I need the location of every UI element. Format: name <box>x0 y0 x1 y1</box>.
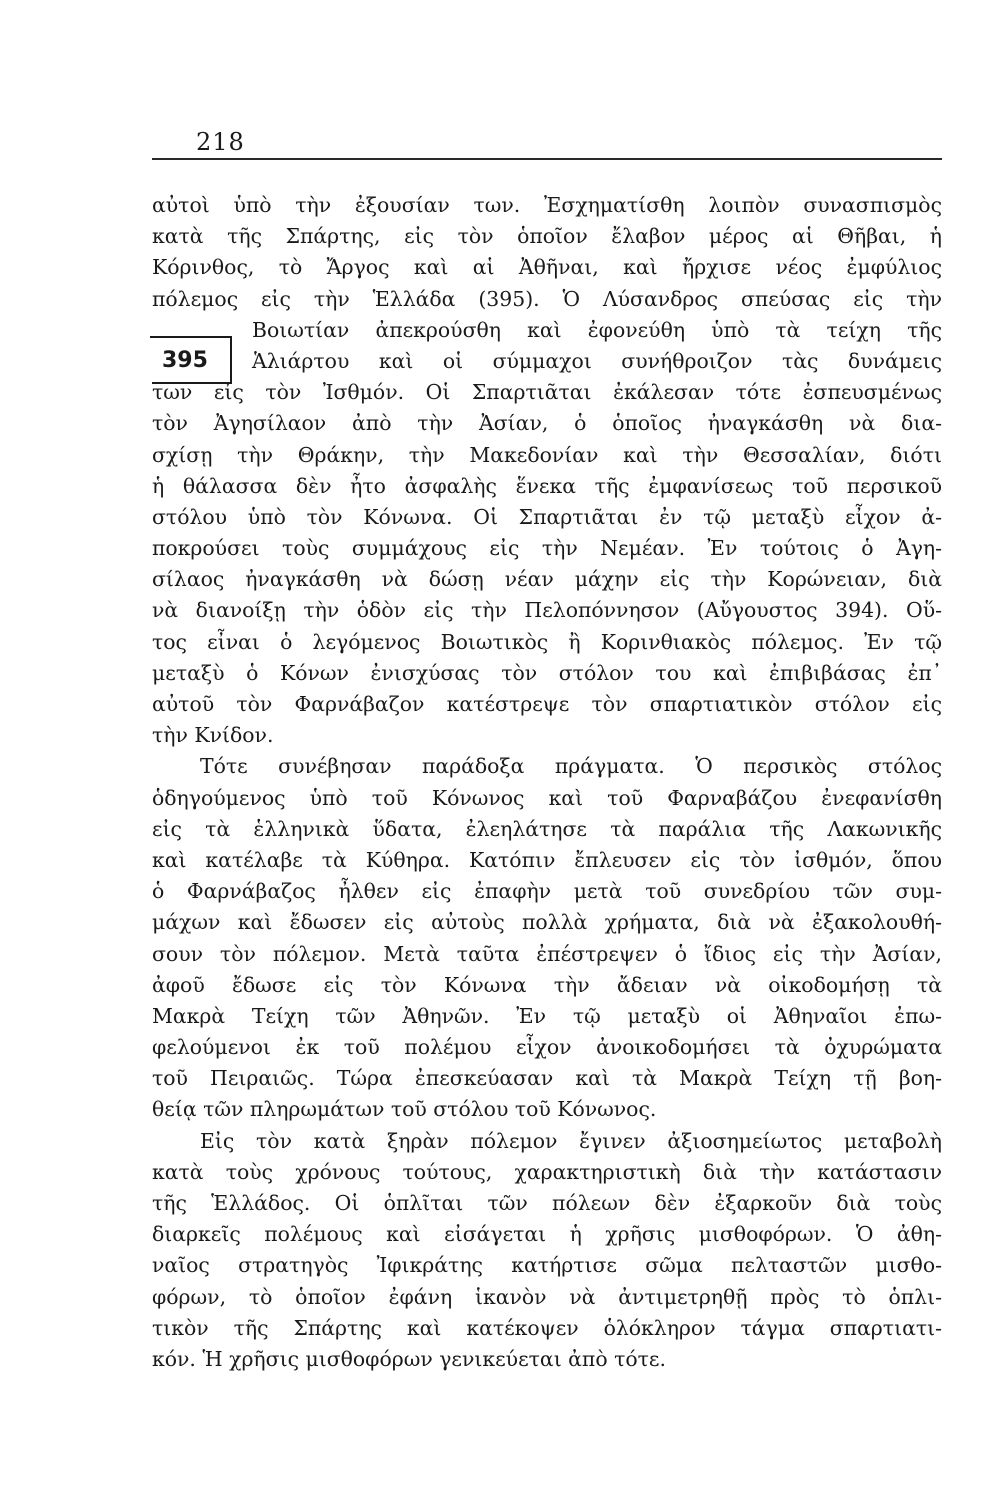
text-line: ὁ Φαρνάβαζος ἦλθεν εἰς ἐπαφὴν μετὰ τοῦ συνεδρίου τῶν συμ- <box>152 879 942 904</box>
page-number: 218 <box>196 128 245 156</box>
text-line: φελούμενοι ἐκ τοῦ πολέμου εἶχον ἀνοικοδομήσει τὰ ὀχυρώματα <box>152 1035 942 1060</box>
text-line: τῆς Ἑλλάδος. Οἱ ὁπλῖται τῶν πόλεων δὲν ἐξαρκοῦν διὰ τοὺς <box>152 1191 942 1215</box>
marginal-year-number: 395 <box>162 348 208 373</box>
text-line: σίλαος ἠναγκάσθη νὰ δώσῃ νέαν μάχην εἰς τὴν Κορώνειαν, διὰ <box>152 567 942 592</box>
text-line: νὰ διανοίξῃ τὴν ὁδὸν εἰς τὴν Πελοπόννησον (Αὔγουστος 394). Οὕ- <box>152 598 942 623</box>
text-line: εἰς τὰ ἑλληνικὰ ὕδατα, ἐλεηλάτησε τὰ παράλια τῆς Λακωνικῆς <box>152 816 942 841</box>
text-line: αὐτοὶ ὑπὸ τὴν ἐξουσίαν των. Ἐσχηματίσθη λοιπὸν συνασπισμὸς <box>152 193 942 217</box>
text-line: θείᾳ τῶν πληρωμάτων τοῦ στόλου τοῦ Κόνωνος. <box>152 1097 657 1122</box>
header-rule <box>152 158 942 160</box>
text-line: ἀφοῦ ἔδωσε εἰς τὸν Κόνωνα τὴν ἄδειαν νὰ οἰκοδομήσῃ τὰ <box>152 972 942 997</box>
text-line: πόλεμος εἰς τὴν Ἑλλάδα (395). Ὁ Λύσανδρος σπεύσας εἰς τὴν <box>152 286 942 311</box>
text-line: ἡ θάλασσα δὲν ἦτο ἀσφαλὴς ἕνεκα τῆς ἐμφανίσεως τοῦ περσικοῦ <box>152 473 942 498</box>
text-line: Τότε συνέβησαν παράδοξα πράγματα. Ὁ περσικὸς στόλος <box>200 754 942 779</box>
text-line: σουν τὸν πόλεμον. Μετὰ ταῦτα ἐπέστρεψεν ὁ ἴδιος εἰς τὴν Ἀσίαν, <box>152 941 942 966</box>
text-line: κατὰ τοὺς χρόνους τούτους, χαρακτηριστικὴ διὰ τὴν κατάστασιν <box>152 1159 942 1184</box>
text-line: των εἰς τὸν Ἰσθμόν. Οἱ Σπαρτιᾶται ἐκάλεσαν τότε ἐσπευσμένως <box>152 380 942 405</box>
text-line: τος εἶναι ὁ λεγόμενος Βοιωτικὸς ἢ Κορινθιακὸς πόλεμος. Ἐν τῷ <box>152 629 942 654</box>
text-line: φόρων, τὸ ὁποῖον ἐφάνη ἱκανὸν νὰ ἀντιμετρηθῇ πρὸς τὸ ὁπλι- <box>152 1284 942 1309</box>
text-line: μεταξὺ ὁ Κόνων ἐνισχύσας τὸν στόλον του καὶ ἐπιβιβάσας ἐπ᾽ <box>152 660 942 685</box>
body-text <box>152 190 942 1375</box>
text-line: Εἰς τὸν κατὰ ξηρὰν πόλεμον ἔγινεν ἀξιοσημείωτος μεταβολὴ <box>200 1128 942 1153</box>
text-line: κόν. Ἡ χρῆσις μισθοφόρων γενικεύεται ἀπὸ τότε. <box>152 1346 666 1371</box>
text-line: αὐτοῦ τὸν Φαρνάβαζον κατέστρεψε τὸν σπαρτιατικὸν στόλον εἰς <box>152 692 942 716</box>
text-line: μάχων καὶ ἔδωσεν εἰς αὐτοὺς πολλὰ χρήματα, διὰ νὰ ἐξακολουθή- <box>152 910 942 935</box>
text-line: τὴν Κνίδον. <box>152 723 274 748</box>
text-line: τοῦ Πειραιῶς. Τώρα ἐπεσκεύασαν καὶ τὰ Μακρὰ Τείχη τῇ βοη- <box>152 1066 942 1091</box>
text-line: καὶ κατέλαβε τὰ Κύθηρα. Κατόπιν ἔπλευσεν εἰς τὸν ἰσθμόν, ὅπου <box>152 847 942 872</box>
text-line: Ἁλιάρτου καὶ οἱ σύμμαχοι συνήθροιζον τὰς δυνάμεις <box>252 348 942 373</box>
text-line: τικὸν τῆς Σπάρτης καὶ κατέκοψεν ὁλόκληρον τάγμα σπαρτιατι- <box>152 1315 942 1340</box>
text-line: Κόρινθος, τὸ Ἄργος καὶ αἱ Ἀθῆναι, καὶ ἤρχισε νέος ἐμφύλιος <box>152 255 942 280</box>
text-line: κατὰ τῆς Σπάρτης, εἰς τὸν ὁποῖον ἔλαβον μέρος αἱ Θῆβαι, ἡ <box>152 224 942 249</box>
text-line: Μακρὰ Τείχη τῶν Ἀθηνῶν. Ἐν τῷ μεταξὺ οἱ Ἀθηναῖοι ἐπω- <box>152 1003 942 1028</box>
text-line: διαρκεῖς πολέμους καὶ εἰσάγεται ἡ χρῆσις μισθοφόρων. Ὁ ἀθη- <box>152 1222 942 1247</box>
text-line: σχίσῃ τὴν Θράκην, τὴν Μακεδονίαν καὶ τὴν Θεσσαλίαν, διότι <box>152 442 942 467</box>
text-line: ναῖος στρατηγὸς Ἰφικράτης κατήρτισε σῶμα πελταστῶν μισθο- <box>152 1253 942 1278</box>
text-line: τὸν Ἀγησίλαον ἀπὸ τὴν Ἀσίαν, ὁ ὁποῖος ἠναγκάσθη νὰ δια- <box>152 411 942 436</box>
text-line: ποκρούσει τοὺς συμμάχους εἰς τὴν Νεμέαν. Ἐν τούτοις ὁ Ἀγη- <box>152 536 942 561</box>
text-line: ὁδηγούμενος ὑπὸ τοῦ Κόνωνος καὶ τοῦ Φαρναβάζου ἐνεφανίσθη <box>152 785 942 810</box>
text-line: Βοιωτίαν ἀπεκρούσθη καὶ ἐφονεύθη ὑπὸ τὰ τείχη τῆς <box>252 317 942 342</box>
text-line: στόλου ὑπὸ τὸν Κόνωνα. Οἱ Σπαρτιᾶται ἐν τῷ μεταξὺ εἶχον ἀ- <box>152 504 942 529</box>
